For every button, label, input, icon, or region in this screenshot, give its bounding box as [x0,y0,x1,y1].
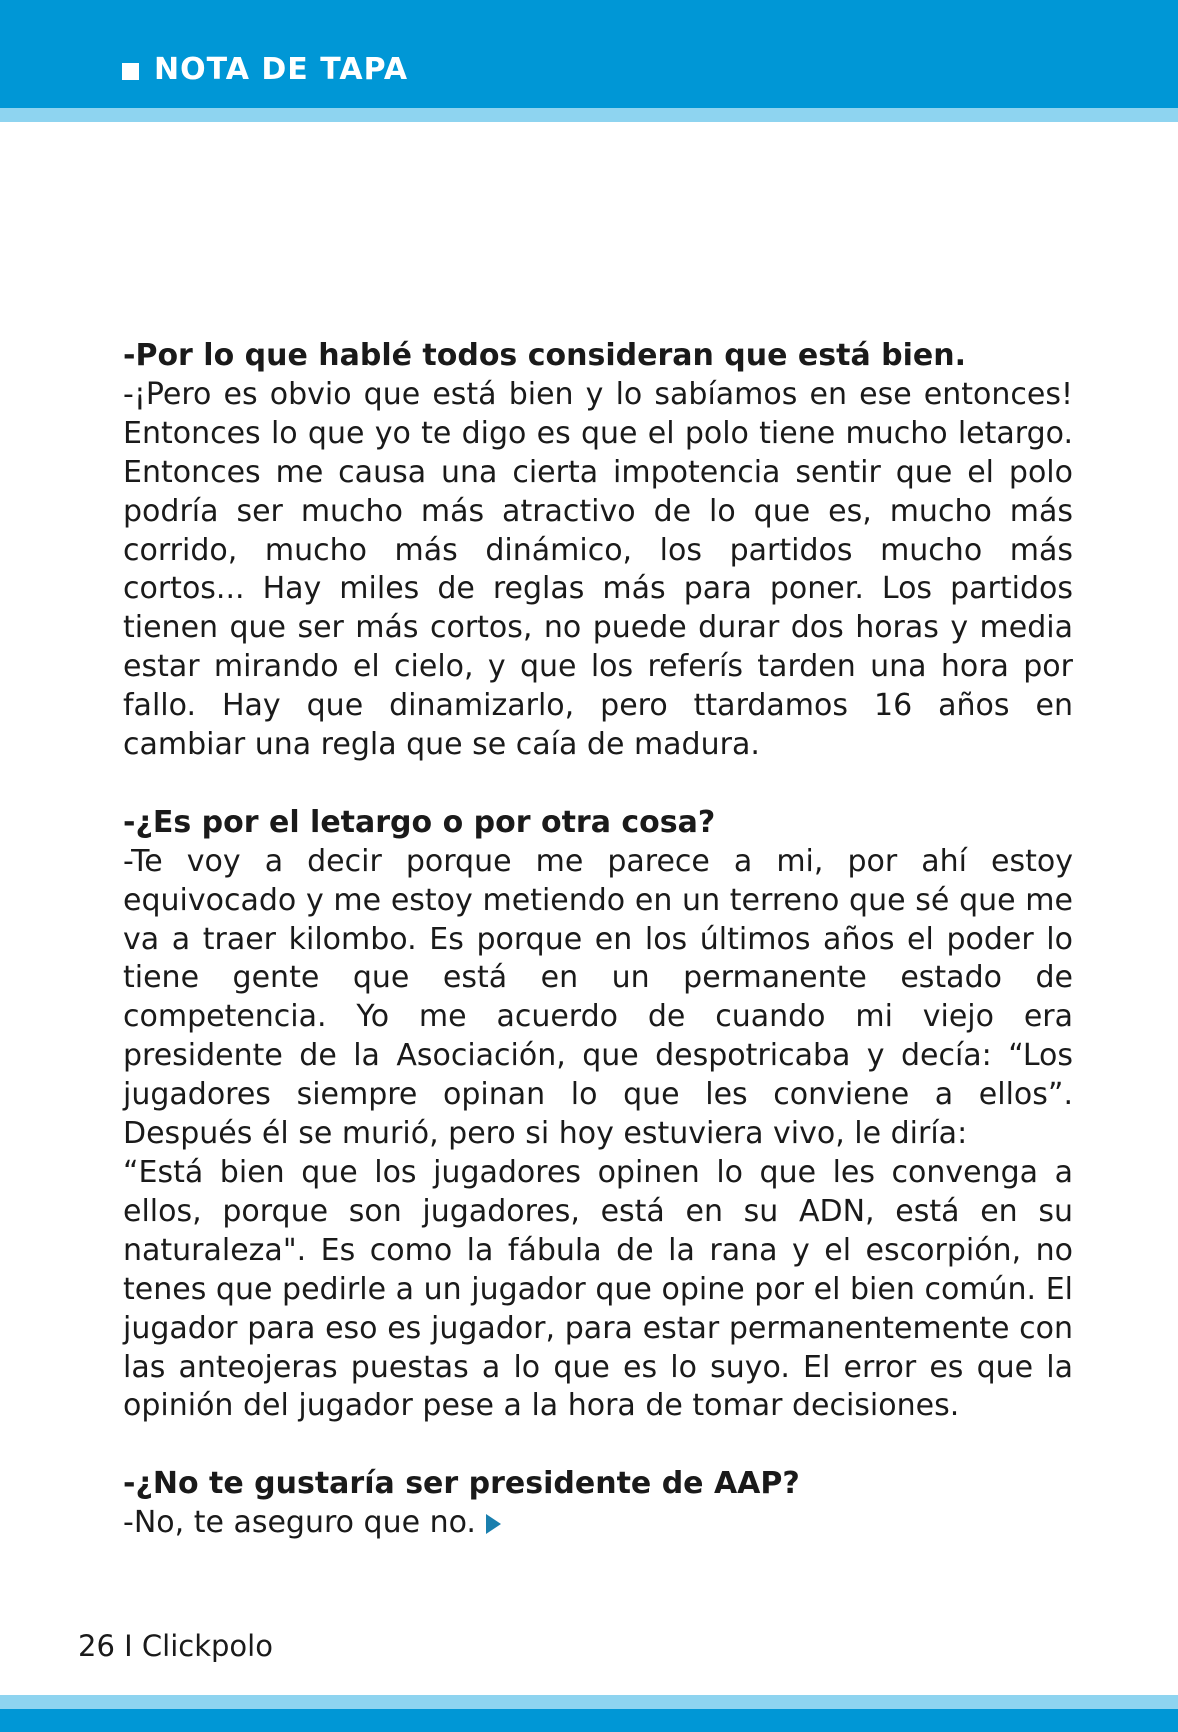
interview-answer: -Te voy a decir porque me parece a mi, por ahí estoy equivocado y me estoy metiendo en un terreno que sé que me va a traer kilombo. Es porque en los últimos años el poder lo tiene gente que está en un permanente estado de competencia. Yo me acuerdo de cuando mi viejo era presidente de la Asociación, que despotricaba y decía: “Los jugadores siempre opinan lo que les conviene a ellos”. Después él se murió, pero si hoy estuviera vivo, le diría: [123,843,1073,1152]
qa-block [123,804,1073,1427]
interview-answer: “Está bien que los jugadores opinen lo que les convenga a ellos, porque son jugadores, está en su ADN, está en su naturaleza". Es como la fábula de la rana y el escorpión, no tenes que pedirle a un jugador que opine por el bien común. El jugador para eso es jugador, para estar permanentemente con las anteojeras puestas a lo que es lo suyo. El error es que la opinión del jugador pese a la hora de tomar decisiones. [123,1155,1073,1424]
qa-block [123,337,1073,765]
page-footer-label: 26 I Clickpolo [78,1629,273,1663]
triangle-right-icon [486,1514,501,1534]
footer-bar [0,1709,1178,1732]
header-bar [0,0,1178,108]
interview-answer-final [123,1504,1073,1543]
section-square-icon [122,63,139,80]
interview-question: -Por lo que hablé todos consideran que está bien. [123,338,967,373]
section-label: NOTA DE TAPA [154,52,409,87]
interview-question: -¿No te gustaría ser presidente de AAP? [123,1466,800,1502]
interview-question: -¿Es por el letargo o por otra cosa? [123,804,716,840]
interview-answer: -¡Pero es obvio que está bien y lo sabíamos en ese entonces! Entonces lo que yo te digo es que el polo tiene mucho letargo. Entonces me causa una cierta impotencia sentir que el polo podría ser mucho más atractivo de lo que es, mucho más corrido, mucho más dinámico, los partidos mucho más cortos... Hay miles de reglas más para poner. Los partidos tienen que ser más cortos, no puede durar dos horas y media estar mirando el cielo, y que los referís tarden una hora por fallo. Hay que dinamizarlo, pero ttardamos 16 años en cambiar una regla que se caía de madura. [123,376,1073,763]
header-stripe [0,108,1178,122]
final-answer-text: -No, te aseguro que no. [123,1505,476,1541]
article-body [123,337,1073,1582]
footer-stripe [0,1695,1178,1709]
qa-block [123,1465,1073,1543]
